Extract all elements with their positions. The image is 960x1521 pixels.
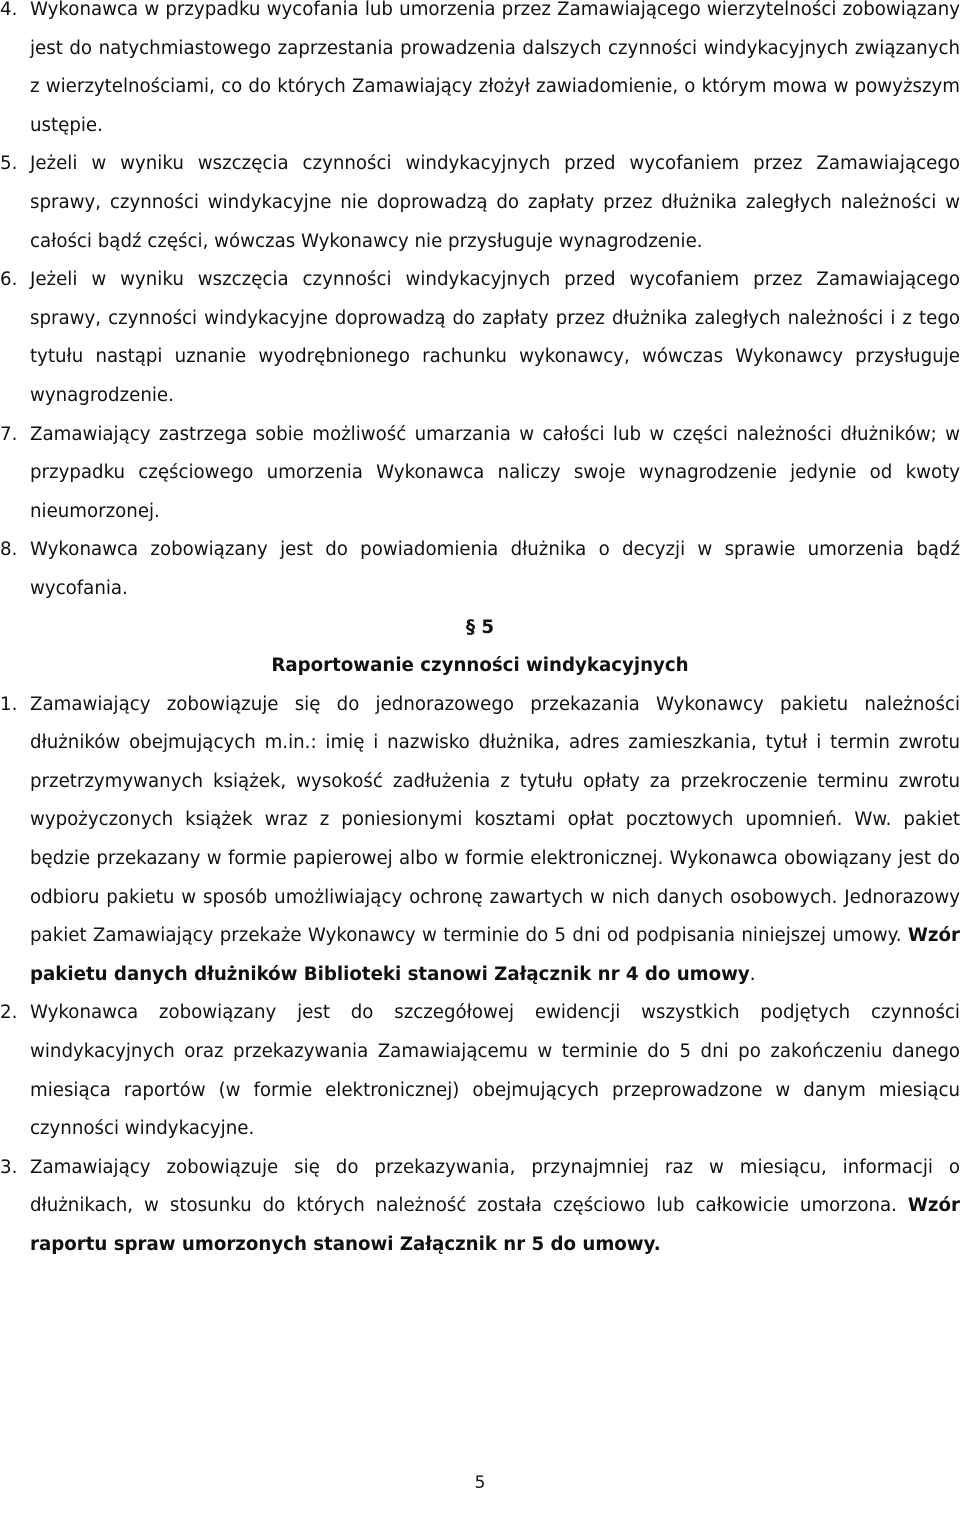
paragraph-number: 2. [0,1002,18,1024]
paragraph-text: Wykonawca zobowiązany jest do szczegółowej ewidencji wszystkich podjętych czynności windykacyjnych oraz przekazywania Zamawiającemu w terminie do 5 dni po zakończeniu danego miesiąca raportów (w formie elektronicznej) obejmujących przeprowadzone w danym miesiącu czynności windykacyjne. [30,1002,960,1140]
paragraph-number: 7. [0,423,18,445]
paragraph-bold-text: Wzór raportu spraw umorzonych stanowi Załącznik nr 5 do umowy. [30,1195,960,1255]
paragraph-text: Zamawiający zastrzega sobie możliwość umarzania w całości lub w części należności dłużników; w przypadku częściowego umorzenia Wykonawca naliczy swoje wynagrodzenie jedynie od kwoty nieumorzonej. [30,423,960,522]
paragraph-text: Zamawiający zobowiązuje się do przekazywania, przynajmniej raz w miesiącu, informacji o dłużnikach, w stosunku do których należność została częściowo lub całkowicie umorzona. [30,1156,960,1217]
paragraph-text: Jeżeli w wyniku wszczęcia czynności windykacyjnych przed wycofaniem przez Zamawiającego sprawy, czynności windykacyjne nie doprowadzą do zapłaty przez dłużnika zaległych należności w całości bądź części, wówczas Wykonawcy nie przysługuje wynagrodzenie. [30,153,960,252]
paragraph-number: 5. [0,153,18,175]
section-paragraph-1 [0,686,960,995]
section-title: Raportowanie czynności windykacyjnych [271,655,689,677]
section-paragraph-3 [0,1149,960,1265]
section-paragraph-2 [0,994,960,1148]
paragraph-number: 3. [0,1156,18,1178]
paragraph-number: 8. [0,539,18,561]
page-number: 5 [474,1473,486,1493]
paragraph-number: 6. [0,269,18,291]
paragraph-6 [0,261,960,415]
paragraph-8 [0,531,960,608]
paragraph-bold-text: Wzór pakietu danych dłużników Biblioteki stanowi Załącznik nr 4 do umowy [30,925,960,985]
paragraph-text: Jeżeli w wyniku wszczęcia czynności windykacyjnych przed wycofaniem przez Zamawiającego sprawy, czynności windykacyjne doprowadzą do zapłaty przez dłużnika zaległych należności i z tego tytułu nastąpi uznanie wyodrębnionego rachunku wykonawcy, wówczas Wykonawcy przysługuje wynagrodzenie. [30,269,960,406]
paragraph-number: 1. [0,693,18,715]
paragraph-7 [0,416,960,532]
paragraph-text: Wykonawca zobowiązany jest do powiadomienia dłużnika o decyzji w sprawie umorzenia bądź wycofania. [30,539,960,599]
paragraph-4 [0,0,960,145]
section-sign: § 5 [465,616,495,638]
paragraph-5 [0,145,960,261]
paragraph-text: Wykonawca w przypadku wycofania lub umorzenia przez Zamawiającego wierzytelności zobowiązany jest do natychmiastowego zaprzestania prowadzenia dalszych czynności windykacyjnych związanych z wierzytelnościami, co do których Zamawiający złożył zawiadomienie, o którym mowa w powyższym ustępie. [30,0,960,136]
paragraph-text: Zamawiający zobowiązuje się do jednorazowego przekazania Wykonawcy pakietu należności dłużników obejmujących m.in.: imię i nazwisko dłużnika, adres zamieszkania, tytuł i termin zwrotu przetrzymywanych książek, wysokość zadłużenia z tytułu opłaty za przekroczenie terminu zwrotu wypożyczonych książek wraz z poniesionymi kosztami opłat pocztowych upomnień. Ww. pakiet będzie przekazany w formie papierowej albo w formie elektronicznej. Wykonawca obowiązany jest do odbioru pakietu w sposób umożliwiający ochronę zawartych w nich danych osobowych. Jednorazowy pakiet Zamawiający przekaże Wykonawcy w terminie do 5 dni od podpisania niniejszej umowy. [30,693,960,947]
paragraph-number: 4. [0,0,18,20]
paragraph-tail: . [749,963,756,985]
